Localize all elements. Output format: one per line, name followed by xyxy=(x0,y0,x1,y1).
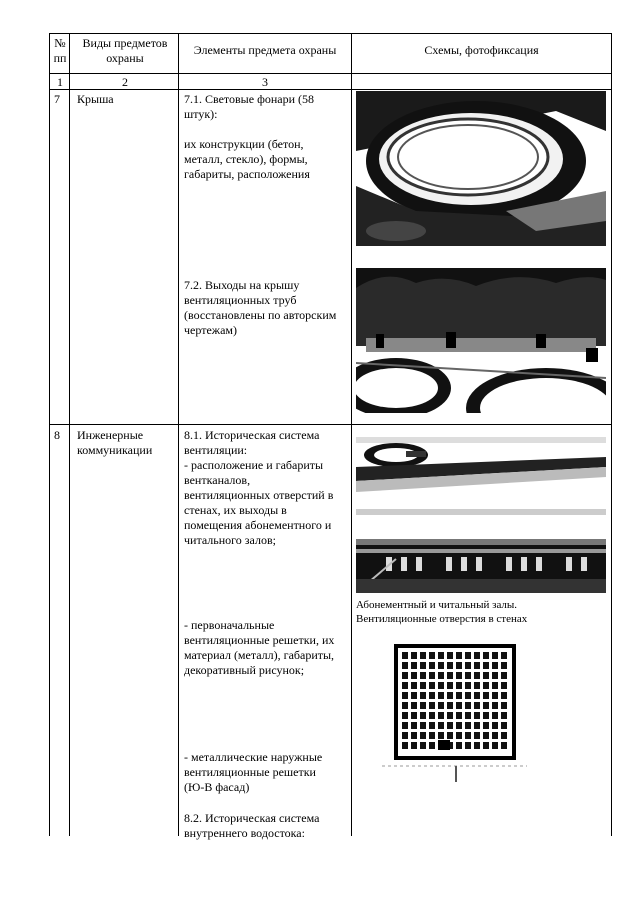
row-7-number: 7 xyxy=(54,92,60,106)
header-elements: Элементы предмета охраны xyxy=(193,43,337,57)
row-8-element-4: 8.2. Историческая система внутреннего водостока: xyxy=(184,811,320,840)
col-divider-2 xyxy=(178,33,179,836)
numbering-2: 2 xyxy=(122,75,128,89)
row-8-element-2: - первоначальные вентиляционные решетки, их материал (металл), габариты, декоративный рисунок; xyxy=(184,618,335,677)
table-border-left xyxy=(49,33,50,836)
halls-photo-caption: Абонементный и читальный залы. Вентиляционные отверстия в стенах xyxy=(356,599,528,625)
row-7-element-2: 7.2. Выходы на крышу вентиляционных труб (восстановлены по авторским чертежам) xyxy=(184,278,337,337)
row-8-element-1: 8.1. Историческая система вентиляции: - расположение и габариты вентканалов, вентиляционных отверстий в стенах, их выходы в помещения абонементного и читального залов; xyxy=(184,428,334,547)
reading-hall-photo xyxy=(356,539,606,593)
header-number: № пп xyxy=(53,36,67,65)
row-divider xyxy=(49,424,612,425)
row-7-element-1: 7.1. Световые фонари (58 штук): их конструкции (бетон, металл, стекло), формы, габариты, расположения xyxy=(184,92,315,181)
numbering-1: 1 xyxy=(57,75,63,89)
header-divider xyxy=(49,73,612,74)
col-divider-3 xyxy=(351,33,352,836)
numbering-3: 3 xyxy=(262,75,268,89)
ventilation-duct-photo xyxy=(356,437,606,529)
row-8-element-3: - металлические наружные вентиляционные решетки (Ю-В фасад) xyxy=(184,750,323,794)
vent-grille-photo xyxy=(382,640,527,782)
col-divider-1 xyxy=(69,33,70,836)
skylight-photo xyxy=(356,91,606,246)
row-8-kind: Инженерные коммуникации xyxy=(77,428,153,457)
header-kind: Виды предметов охраны xyxy=(82,36,168,65)
row-8-number: 8 xyxy=(54,428,60,442)
roof-vents-photo xyxy=(356,268,606,413)
row-7-kind: Крыша xyxy=(77,92,114,106)
table-border-right xyxy=(611,33,612,836)
header-schemes: Схемы, фотофиксация xyxy=(424,43,539,57)
table-border-top xyxy=(49,33,612,34)
